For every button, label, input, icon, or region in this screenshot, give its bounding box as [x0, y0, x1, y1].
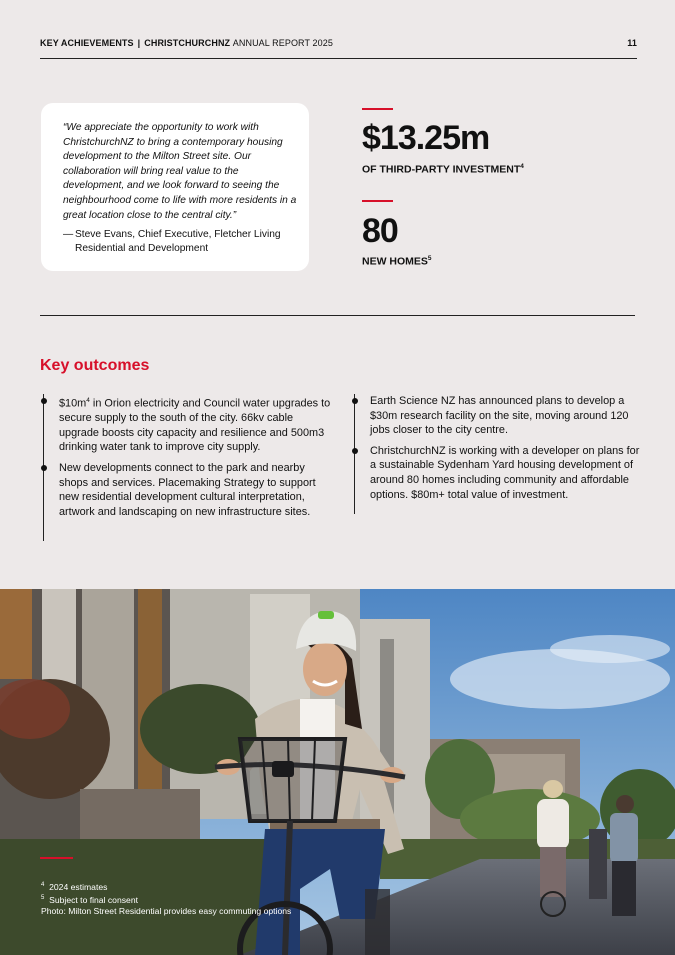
key-outcomes-heading: Key outcomes	[40, 357, 150, 374]
quote-text: “We appreciate the opportunity to work with ChristchurchNZ to bring a contemporary housing development to the Milton Street site. Our collaboration will bring real value to the development, and we look forward to seeing the neighbourhood come to life with more residents in a great location close to the central city.”	[63, 122, 297, 221]
photo-caption: Photo: Milton Street Residential provides easy commuting options	[41, 906, 292, 916]
brand-name: CHRISTCHURCHNZ	[144, 38, 231, 48]
header-divider	[40, 58, 637, 59]
stat-accent-bar	[362, 200, 393, 202]
stat-homes-label: NEW HOMES$^5$	[362, 255, 432, 268]
page-number: 11	[627, 38, 637, 48]
quote-attribution	[63, 228, 303, 255]
outcome-item: ChristchurchNZ is working with a developer on plans for a sustainable Sydenham Yard housing development of around 80 homes including community and affordable options. $80m+ total value of investment.	[355, 444, 645, 502]
page-header	[40, 38, 637, 52]
attribution-line-1: Steve Evans, Chief Executive, Fletcher Living	[75, 229, 281, 240]
bullet-dot	[352, 398, 358, 404]
stat-investment-label: OF THIRD-PARTY INVESTMENT$^4$	[362, 163, 524, 176]
report-title: ANNUAL REPORT 2025	[232, 38, 333, 48]
footnote-5: $^5$ Subject to final consent	[41, 894, 138, 905]
section-title: KEY ACHIEVEMENTS	[40, 38, 134, 48]
outcome-item: $\$10m^4$ in Orion electricity and Council water upgrades to secure supply to the south of the city. 66kv cable upgrade boosts city capacity and resilience and 500m3 drinking water tank to improve city supply.	[44, 394, 334, 455]
section-divider	[40, 315, 635, 316]
stat-accent-bar	[362, 108, 393, 110]
quote-card	[41, 103, 309, 271]
outcome-item: Earth Science NZ has announced plans to develop a $30m research facility on the site, moving around 120 jobs closer to the city centre.	[355, 394, 645, 438]
attribution-dash: —	[63, 229, 74, 240]
stat-homes-value: 80	[362, 212, 398, 250]
outcomes-column-right	[354, 394, 645, 514]
outcomes-column-left	[43, 394, 334, 541]
header-separator: |	[137, 38, 141, 48]
attribution-line-2: Residential and Development	[75, 242, 209, 254]
outcome-item: New developments connect to the park and nearby shops and services. Placemaking Strategy to support new residential development cultural interpretation, artwork and landscaping on new infrastructure sites.	[44, 461, 334, 519]
footnote-4: $^4$ 2024 estimates	[41, 881, 108, 892]
bullet-dot	[41, 398, 47, 404]
stat-investment-value: $13.25m	[362, 119, 490, 157]
caption-accent-bar	[40, 857, 73, 859]
bullet-dot	[352, 448, 358, 454]
bullet-dot	[41, 465, 47, 471]
